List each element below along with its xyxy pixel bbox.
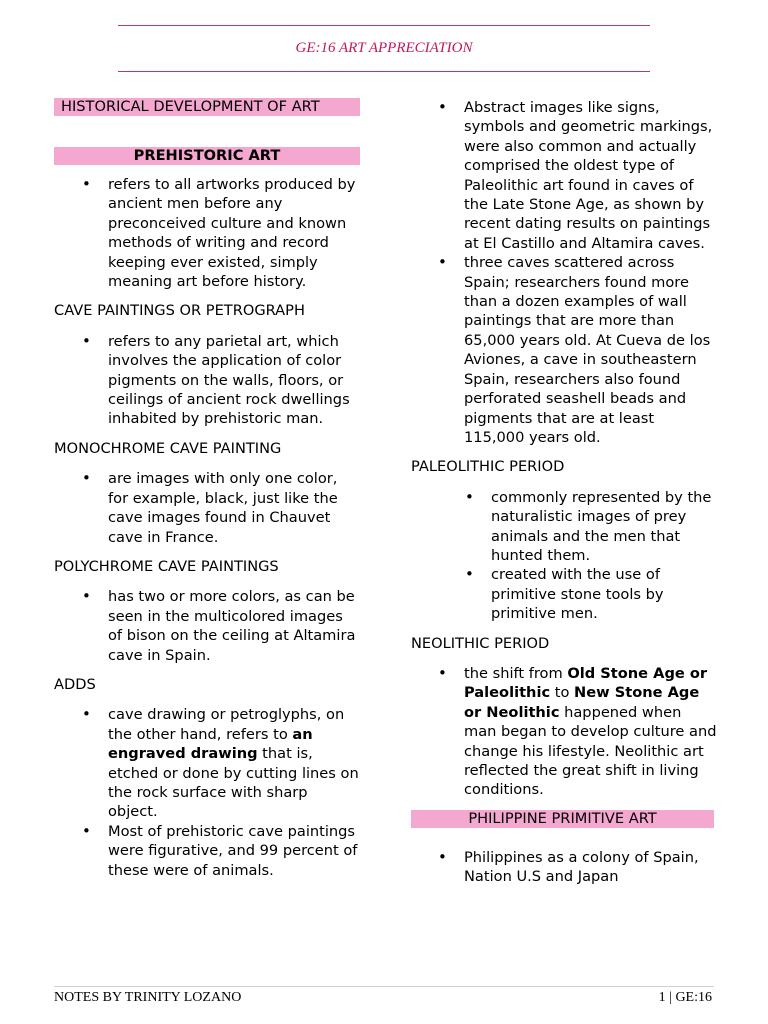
polychrome-list (54, 587, 360, 665)
neo-text-pre: the shift from (464, 664, 568, 682)
adds-label: ADDS (54, 675, 96, 693)
prehistoric-art-title: PREHISTORIC ART (54, 147, 360, 165)
list-item: • refers to all artworks produced by ancient men before any preconceived culture and known methods of writing and record keeping ever existed, simply meaning art before history. (108, 175, 360, 291)
list-item: • created with the use of primitive stone tools by primitive men. (491, 565, 717, 623)
paleolithic-list (411, 488, 717, 624)
paleolithic-label: PALEOLITHIC PERIOD (411, 458, 565, 476)
cave-paintings-label: CAVE PAINTINGS OR PETROGRAPH (54, 302, 305, 320)
header-title: GE:16 ART APPRECIATION (295, 40, 473, 56)
list-item: • Abstract images like signs, symbols and geometric markings, were also common and actually comprised the oldest type of Paleolithic art found in caves of the Late Stone Age, as shown by recent dating results on paintings at El Castillo and Altamira caves. (464, 98, 717, 253)
neolithic-list (411, 664, 717, 800)
list-item: • commonly represented by the naturalistic images of prey animals and the men that hunted them. (491, 488, 717, 566)
neo-text-bold-1: Old Stone Age or Paleolithic (464, 664, 708, 702)
list-item: • are images with only one color, for example, black, just like the cave images found in Chauvet cave in France. (108, 469, 360, 547)
footer-author: NOTES BY TRINITY LOZANO (54, 990, 242, 1005)
abstract-list (411, 98, 717, 447)
monochrome-list (54, 469, 360, 547)
right-column (411, 98, 717, 897)
neo-text-bold-2: New Stone Age or Neolithic (464, 684, 700, 721)
adds-text-bold: an engraved drawing (108, 725, 313, 763)
adds-text-post: that is, etched or done by cutting lines on the rock surface with sharp object. (108, 745, 359, 821)
header-top-rule (118, 25, 650, 26)
list-item: • Philippines as a colony of Spain, Nation U.S and Japan (464, 848, 717, 887)
neo-text-mid: to (550, 684, 575, 702)
list-item: • Most of prehistoric cave paintings were figurative, and 99 percent of these were of animals. (108, 822, 360, 880)
list-item (108, 705, 360, 821)
adds-list (54, 705, 360, 880)
monochrome-label: MONOCHROME CAVE PAINTING (54, 439, 282, 457)
philippine-list (411, 848, 717, 887)
left-column (54, 98, 360, 890)
neolithic-label: NEOLITHIC PERIOD (411, 634, 550, 652)
neo-text-post: happened when man began to develop culture and change his lifestyle. Neolithic art reflected the great shift in living conditions. (464, 703, 717, 799)
list-item: • has two or more colors, as can be seen in the multicolored images of bison on the ceiling at Altamira cave in Spain. (108, 587, 360, 665)
prehistoric-list (54, 175, 360, 291)
footer-page-number: 1 | GE:16 (658, 990, 712, 1005)
list-item: • three caves scattered across Spain; researchers found more than a dozen examples of wall paintings that are more than 65,000 years old. At Cueva de los Aviones, a cave in southeastern Spain, researchers also found perforated seashell beads and pigments that are at least 115,000 years old. (464, 253, 717, 447)
adds-text-pre: cave drawing or petroglyphs, on the other hand, refers to (108, 706, 345, 743)
section-title: HISTORICAL DEVELOPMENT OF ART (54, 98, 360, 116)
cave-paintings-list (54, 332, 360, 429)
polychrome-label: POLYCHROME CAVE PAINTINGS (54, 557, 279, 575)
list-item (464, 664, 717, 800)
list-item: • refers to any parietal art, which involves the application of color pigments on the walls, floors, or ceilings of ancient rock dwellings inhabited by prehistoric man. (108, 332, 360, 429)
header-bottom-rule (118, 71, 650, 72)
philippine-art-title: PHILIPPINE PRIMITIVE ART (411, 810, 714, 828)
footer-rule (54, 986, 714, 987)
